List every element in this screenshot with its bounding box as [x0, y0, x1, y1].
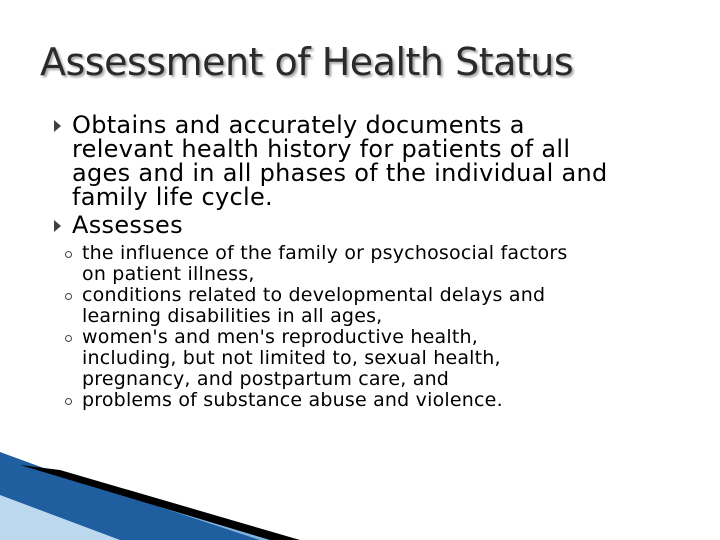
circle-bullet-icon	[65, 293, 72, 300]
slide-title: Assessment of Health Status	[40, 40, 574, 84]
sub-bullet-line: conditions related to developmental delays and	[82, 284, 546, 306]
bullet-history-line-2: relevant health history for patients of all	[72, 135, 571, 163]
sub-bullet-developmental	[62, 285, 700, 327]
triangle-bullet-icon	[54, 120, 61, 132]
sub-bullet-line: including, but not limited to, sexual health,	[82, 347, 501, 369]
bullet-assesses-label: Assesses	[72, 211, 183, 239]
bullet-history-line-4: family life cycle.	[72, 183, 273, 211]
bullet-history	[50, 113, 700, 209]
sub-bullet-family-factors	[62, 243, 700, 285]
sub-bullet-list	[62, 243, 700, 411]
bullet-history-line-1: Obtains and accurately documents a	[72, 111, 525, 139]
sub-bullet-reproductive	[62, 327, 700, 390]
sub-bullet-line: the influence of the family or psychosocial factors	[82, 242, 568, 264]
sub-bullet-line: problems of substance abuse and violence.	[82, 389, 503, 411]
triangle-bullet-icon	[54, 220, 61, 232]
circle-bullet-icon	[65, 251, 72, 258]
sub-bullet-line: learning disabilities in all ages,	[82, 305, 383, 327]
sub-bullet-line: women's and men's reproductive health,	[82, 326, 478, 348]
bullet-assesses	[50, 213, 700, 237]
sub-bullet-substance-abuse	[62, 390, 700, 411]
sub-bullet-line: pregnancy, and postpartum care, and	[82, 368, 450, 390]
slide-content	[50, 113, 700, 411]
circle-bullet-icon	[65, 335, 72, 342]
sub-bullet-line: on patient illness,	[82, 263, 255, 285]
decorative-swoosh	[0, 440, 720, 540]
bullet-history-line-3: ages and in all phases of the individual and	[72, 159, 608, 187]
circle-bullet-icon	[65, 398, 72, 405]
